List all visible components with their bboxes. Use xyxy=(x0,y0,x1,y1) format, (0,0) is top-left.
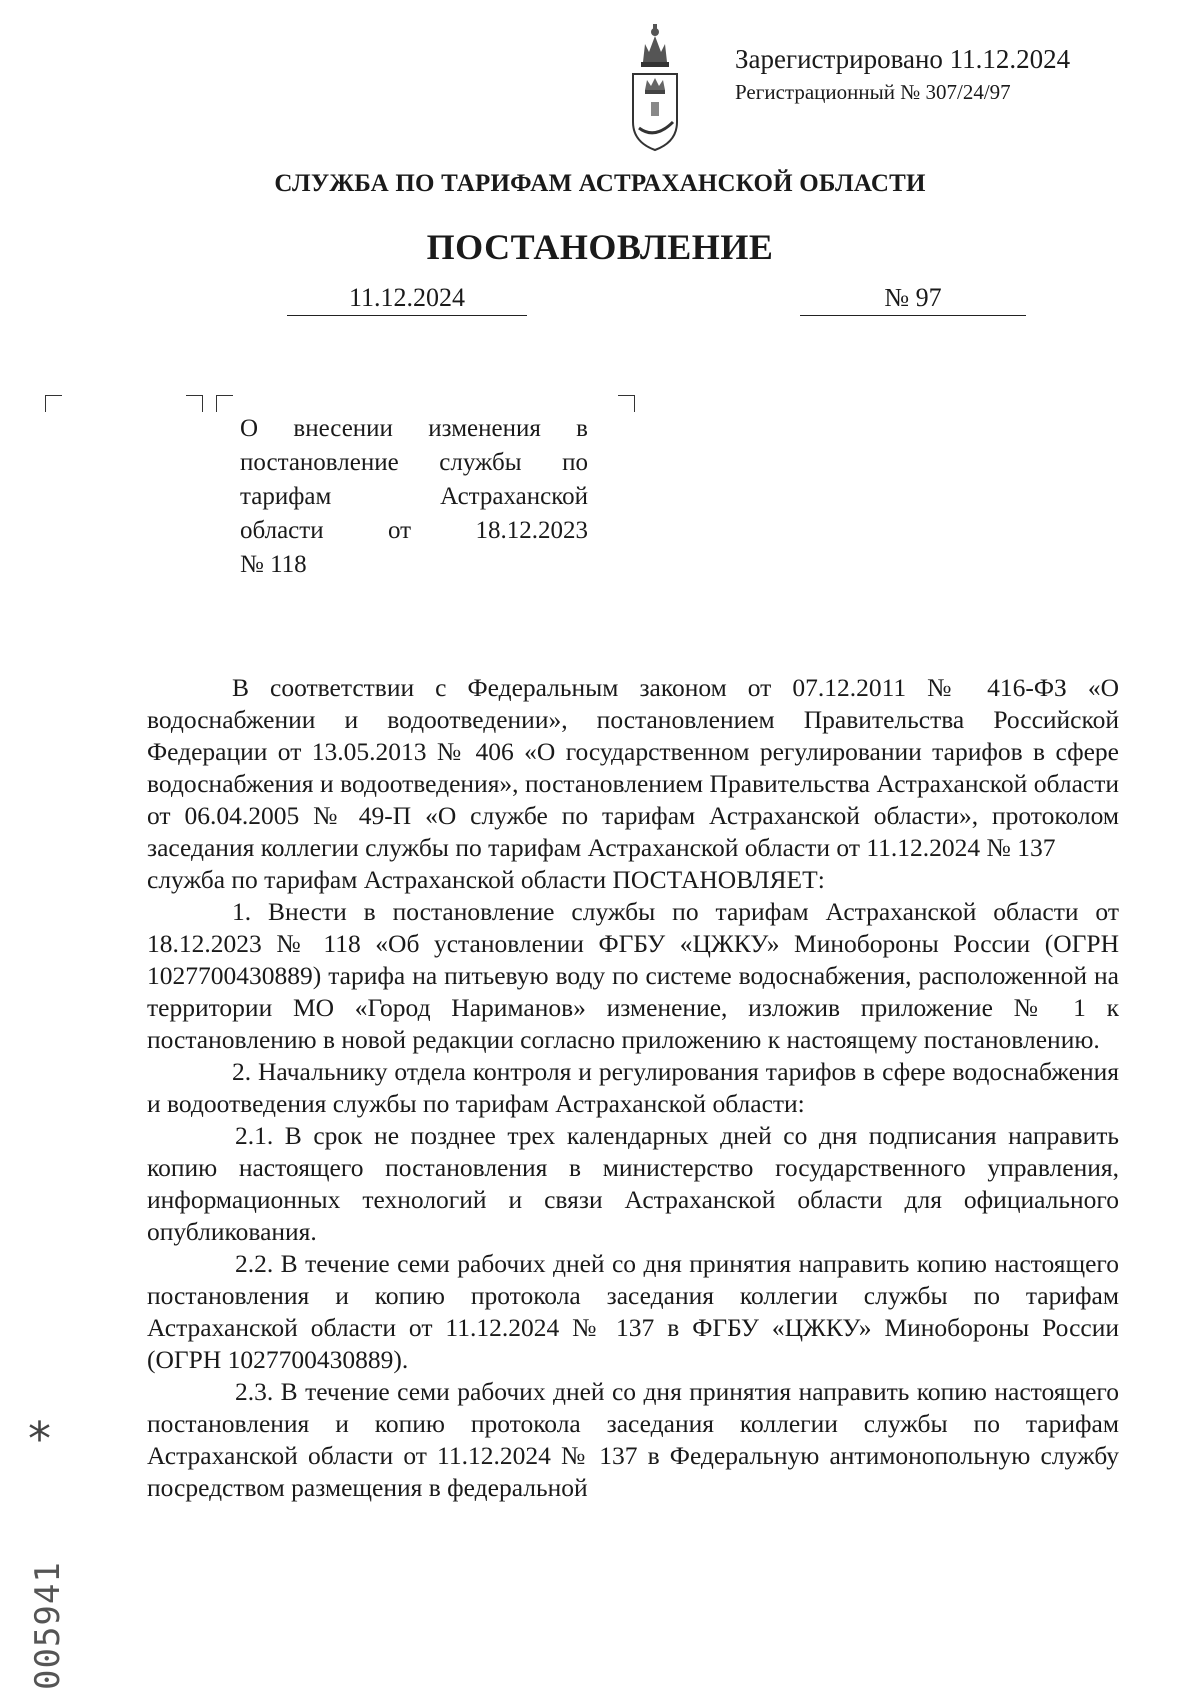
registration-date: Зарегистрировано 11.12.2024 xyxy=(735,44,1071,74)
item-1: 1. Внести в постановление службы по тарифам Астраханской области от 18.12.2023 № 118 «Об установлении ФГБУ «ЦЖКУ» Минобороны России (ОГРН 1027700430889) тарифа на питьевую воду по системе водоснабжения, расположенной на территории МО «Город Нариманов» изменение, изложив приложение № 1 к постановлению в новой редакции согласно приложению к настоящему постановлению. xyxy=(147,897,1119,1054)
bracket-corner xyxy=(216,395,233,412)
item-2: 2. Начальнику отдела контроля и регулирования тарифов в сфере водоснабжения и водоотведения службы по тарифам Астраханской области: xyxy=(147,1057,1119,1118)
registration-number: Регистрационный № 307/24/97 xyxy=(735,80,1011,104)
bracket-corner xyxy=(186,395,203,412)
bracket-corner xyxy=(45,395,62,412)
subject-line: области от 18.12.2023 xyxy=(240,517,588,544)
item-2-2: 2.2. В течение семи рабочих дней со дня принятия направить копию настоящего постановления и копию протокола заседания коллегии службы по тарифам Астраханской области от 11.12.2024 № 137 в ФГБУ «ЦЖКУ» Минобороны России (ОГРН 1027700430889). xyxy=(147,1249,1119,1374)
item-2-3: 2.3. В течение семи рабочих дней со дня принятия направить копию настоящего постановления и копию протокола заседания коллегии службы по тарифам Астраханской области от 11.12.2024 № 137 в Федеральную антимонопольную службу посредством размещения в федеральной xyxy=(147,1377,1119,1502)
document-title: ПОСТАНОВЛЕНИЕ xyxy=(426,227,774,267)
serial-number: 005941 xyxy=(28,1561,68,1690)
subject-line: постановление службы по xyxy=(240,449,588,476)
agency-name: СЛУЖБА ПО ТАРИФАМ АСТРАХАНСКОЙ ОБЛАСТИ xyxy=(274,170,926,197)
document-body xyxy=(147,672,1119,1504)
coat-of-arms-icon xyxy=(627,22,683,154)
bracket-corner xyxy=(618,395,635,412)
document-subject xyxy=(240,412,588,582)
decree-line: служба по тарифам Астраханской области ПОСТАНОВЛЯЕТ: xyxy=(147,865,825,894)
subject-line: тарифам Астраханской xyxy=(240,483,588,510)
document-number: № 97 xyxy=(800,283,1026,316)
subject-line: № 118 xyxy=(240,551,307,578)
subject-line: О внесении изменения в xyxy=(240,415,588,442)
preamble-paragraph: В соответствии с Федеральным законом от 07.12.2011 № 416-ФЗ «О водоснабжении и водоотведении», постановлением Правительства Российской Федерации от 13.05.2013 № 406 «О государственном регулировании тарифов в сфере водоснабжения и водоотведения», постановлением Правительства Астраханской области от 06.04.2005 № 49-П «О службе по тарифам Астраханской области», протоколом заседания коллегии службы по тарифам Астраханской области от 11.12.2024 № 137 xyxy=(147,673,1119,862)
document-date: 11.12.2024 xyxy=(287,283,527,316)
item-2-1: 2.1. В срок не позднее трех календарных дней со дня подписания направить копию настоящего постановления в министерство государственного управления, информационных технологий и связи Астраханской области для официального опубликования. xyxy=(147,1121,1119,1246)
stamp-star: * xyxy=(28,1412,51,1466)
serial-stamp xyxy=(28,1490,68,1690)
